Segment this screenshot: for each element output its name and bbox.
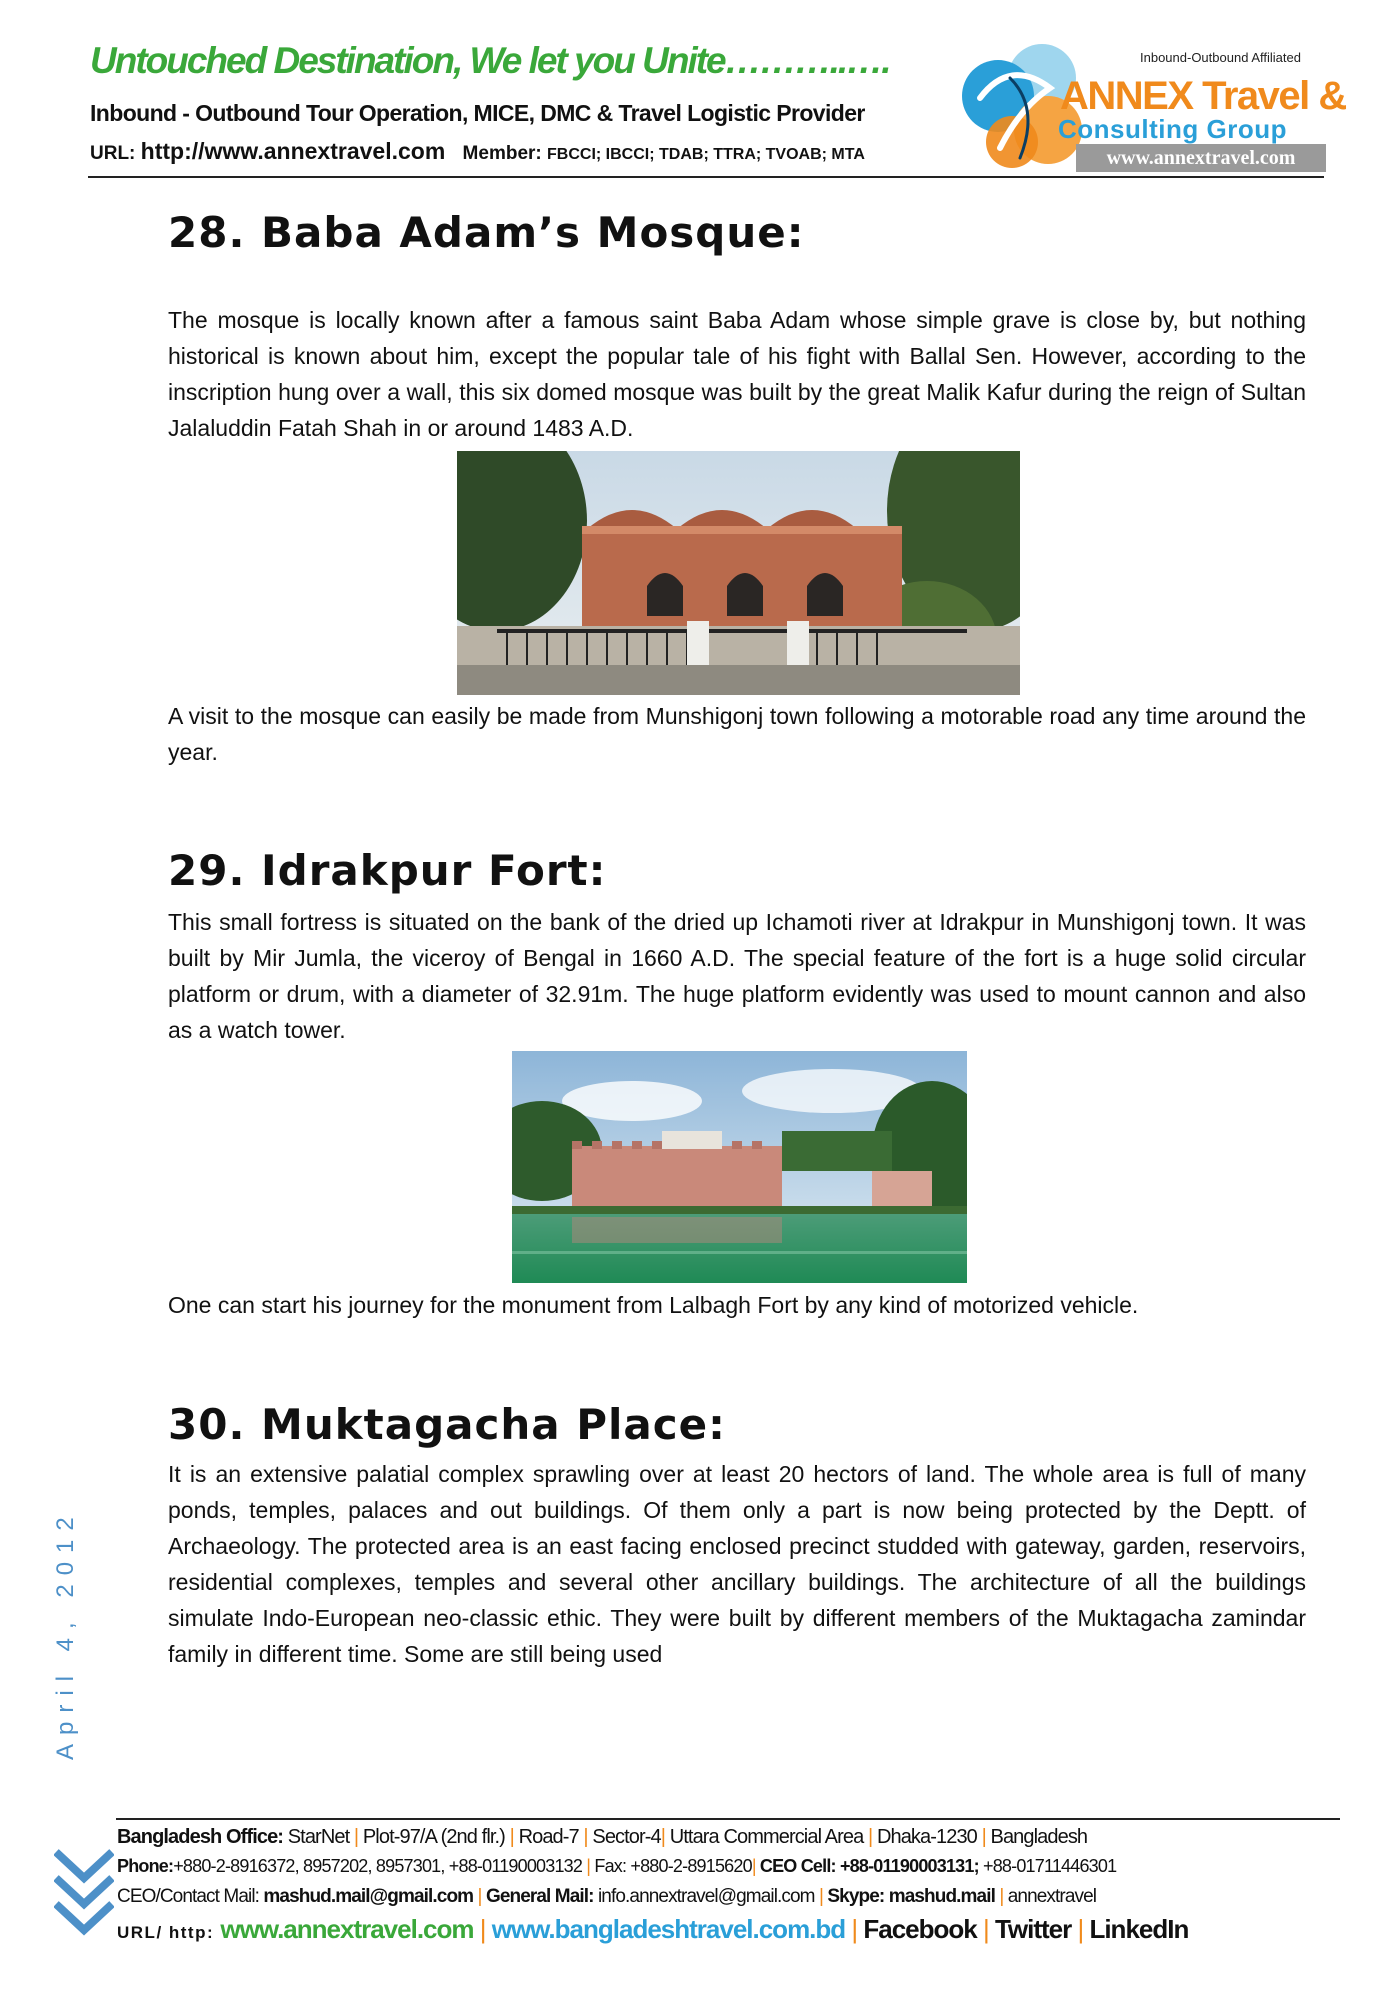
- link-twitter[interactable]: Twitter: [994, 1914, 1072, 1944]
- office-part: Dhaka-1230: [876, 1826, 977, 1848]
- footer-mail-line: CEO/Contact Mail: mashud.mail@gmail.com | General Mail: info.annextravel@gmail.com | Skype: mashud.mail | annextravel: [117, 1886, 1097, 1907]
- logo-brand-line1: ANNEX Travel &: [1060, 74, 1346, 118]
- office-part: Plot-97/A (2nd flr.): [362, 1826, 505, 1848]
- section-title-idrakpur: 29. Idrakpur Fort:: [168, 846, 607, 895]
- url-label: URL:: [90, 143, 136, 164]
- header-divider: [88, 176, 1324, 178]
- link-facebook[interactable]: Facebook: [863, 1914, 977, 1944]
- contact-mail[interactable]: mashud.mail@gmail.com: [263, 1886, 474, 1907]
- section-visit-baba-adam: A visit to the mosque can easily be made from Munshigonj town following a motorable road any time around the year.: [168, 703, 1306, 765]
- office-part: Sector-4: [592, 1826, 661, 1848]
- header-url-link[interactable]: http://www.annextravel.com: [140, 138, 446, 164]
- footer-links-line: URL/ http: www.annextravel.com | www.bangladeshtravel.com.bd | Facebook | Twitter | LinkedIn: [117, 1914, 1189, 1944]
- footer-phone-line: Phone:+880-2-8916372, 8957202, 8957301, +88-01190003132 | Fax: +880-2-8915620| CEO Cell: +88-01190003131; +88-01711446301: [117, 1856, 1117, 1876]
- link-linkedin[interactable]: LinkedIn: [1089, 1914, 1189, 1944]
- skype-alt-id: annextravel: [1007, 1886, 1097, 1907]
- contact-label: CEO/Contact Mail:: [117, 1886, 260, 1907]
- office-part: Road-7: [518, 1826, 579, 1848]
- skype-id[interactable]: mashud.mail: [888, 1886, 995, 1907]
- footer-divider: [116, 1818, 1340, 1820]
- services-line: Inbound - Outbound Tour Operation, MICE, DMC & Travel Logistic Provider: [90, 100, 865, 126]
- header-url-line: [90, 138, 865, 165]
- office-part: Bangladesh: [990, 1826, 1088, 1848]
- skype-label: Skype:: [827, 1886, 885, 1907]
- footer-office-line: Bangladesh Office: StarNet | Plot-97/A (2nd flr.) | Road-7 | Sector-4| Uttara Commercial Area | Dhaka-1230 | Bangladesh: [117, 1826, 1088, 1848]
- mosque-photo: [457, 451, 1020, 695]
- ceo-label: CEO Cell:: [759, 1856, 836, 1876]
- fort-photo: [512, 1051, 967, 1283]
- section-text-idrakpur: This small fortress is situated on the bank of the dried up Ichamoti river at Idrakpur in Munshigonj town. It was built by Mir Jumla, the viceroy of Bengal in 1660 A.D. The special feature of the fort is a huge solid circular platform or drum, with a diameter of 32.91m. The huge platform evidently was used to mount cannon and also as a watch tower.: [168, 909, 1306, 1043]
- chevron-down-icon: [54, 1848, 114, 1938]
- phone-numbers: +880-2-8916372, 8957202, 8957301, +88-01190003132: [173, 1856, 583, 1876]
- section-text-muktagacha: It is an extensive palatial complex sprawling over at least 20 hectors of land. The whole area is full of many ponds, temples, palaces and out buildings. Of them only a part is now being protected by the Deptt. of Archaeology. The protected area is an east facing enclosed precinct studded with gateway, garden, reservoirs, residential complexes, temples and several other ancillary buildings. The architecture of all the buildings simulate Indo-European neo-classic ethic. They were built by different members of the Muktagacha zamindar family in different time. Some are still being used: [168, 1461, 1306, 1667]
- office-part: Uttara Commercial Area: [669, 1826, 864, 1848]
- section-visit-idrakpur: One can start his journey for the monument from Lalbagh Fort by any kind of motorized vehicle.: [168, 1292, 1139, 1318]
- section-title-muktagacha: 30. Muktagacha Place:: [168, 1400, 726, 1449]
- logo-site-banner: www.annextravel.com: [1076, 144, 1326, 172]
- office-part: StarNet: [287, 1826, 350, 1848]
- links-label: URL/ http:: [117, 1923, 215, 1942]
- member-label: Member:: [462, 143, 542, 164]
- phone-label: Phone:: [117, 1856, 174, 1876]
- logo-affiliated-text: Inbound-Outbound Affiliated: [1140, 50, 1301, 65]
- ceo-phone-primary: +88-01190003131;: [839, 1856, 979, 1876]
- member-list: FBCCI; IBCCI; TDAB; TTRA; TVOAB; MTA: [547, 146, 865, 163]
- section-text-baba-adam: The mosque is locally known after a famous saint Baba Adam whose simple grave is close by, but nothing historical is known about him, except the popular tale of his fight with Ballal Sen. However, according to the inscription hung over a wall, this six domed mosque was built by the great Malik Kafur during the reign of Sultan Jalaluddin Fatah Shah in or around 1483 A.D.: [168, 307, 1306, 441]
- office-label: Bangladesh Office:: [117, 1826, 284, 1848]
- logo-brand-line2: Consulting Group: [1058, 114, 1287, 144]
- link-bangladeshtravel[interactable]: www.bangladeshtravel.com.bd: [491, 1914, 846, 1944]
- general-mail[interactable]: info.annextravel@gmail.com: [597, 1886, 815, 1907]
- section-title-baba-adam: 28. Baba Adam’s Mosque:: [168, 208, 805, 257]
- tagline: Untouched Destination, We let you Unite………..….: [90, 40, 890, 81]
- general-mail-label: General Mail:: [485, 1886, 594, 1907]
- fax-number: Fax: +880-2-8915620: [594, 1856, 752, 1876]
- side-date: April 4, 2012: [52, 1508, 79, 1760]
- link-annextravel[interactable]: www.annextravel.com: [220, 1914, 474, 1944]
- company-logo: [950, 38, 1346, 174]
- ceo-phone-secondary: +88-01711446301: [983, 1856, 1117, 1876]
